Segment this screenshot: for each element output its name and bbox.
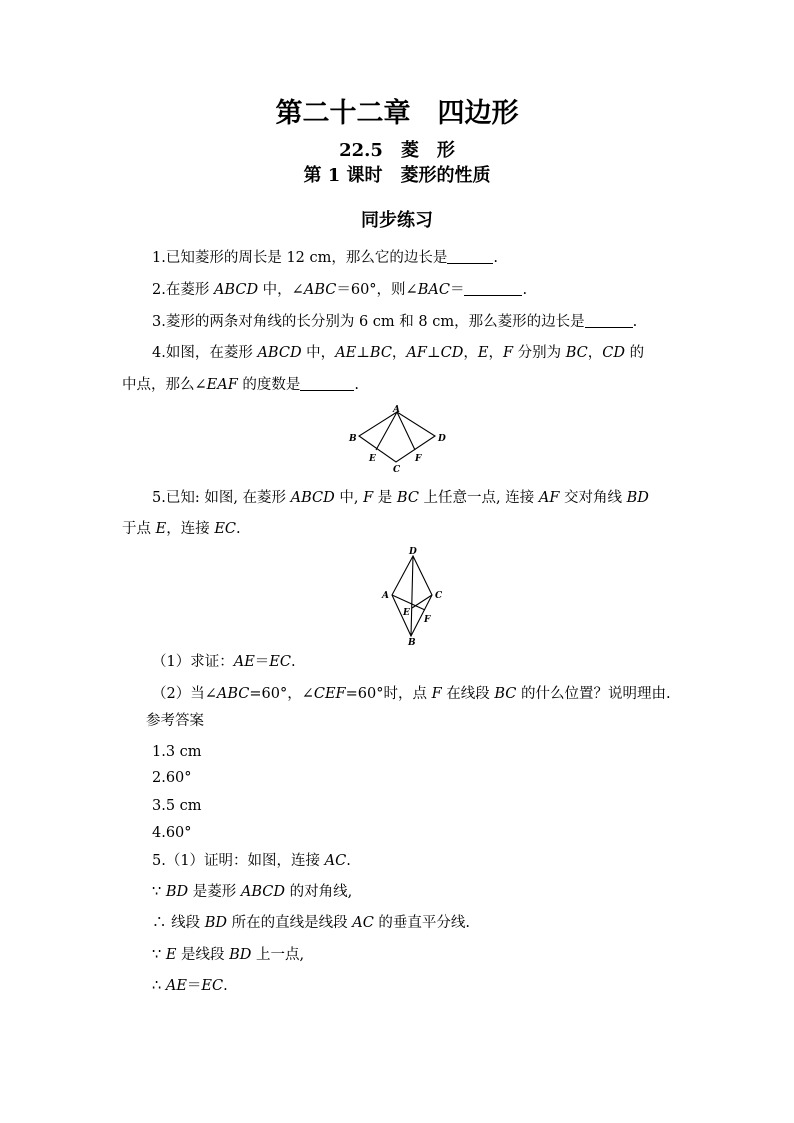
fig2-label-A: A xyxy=(382,591,389,601)
answer-2: 2.60° xyxy=(152,770,192,786)
question-4-line-1: 4.如图，在菱形 ABCD 中，AE⊥BC，AF⊥CD，E，F 分别为 BC，CD 的 xyxy=(152,345,645,361)
answers-title: 参考答案 xyxy=(146,713,204,729)
fig2-label-F: F xyxy=(424,615,431,625)
answer-3: 3.5 cm xyxy=(152,798,202,814)
fig1-label-A: A xyxy=(393,405,400,415)
fig2-label-C: C xyxy=(435,591,443,601)
question-2: 2.在菱形 ABCD 中，∠ABC＝60°，则∠BAC＝ . xyxy=(152,282,528,298)
answer-5-intro: 5.（1）证明：如图，连接 AC. xyxy=(152,853,351,869)
fig1-label-D: D xyxy=(438,434,446,444)
answer-4: 4.60° xyxy=(152,825,192,841)
rhombus-figure-1 xyxy=(340,400,450,475)
fig1-label-E: E xyxy=(369,454,376,464)
proof-step-3: ∵ E 是线段 BD 上一点, xyxy=(152,947,305,963)
fig2-label-B: B xyxy=(408,638,416,648)
proof-step-1: ∵ BD 是菱形 ABCD 的对角线, xyxy=(152,884,353,900)
question-1: 1.已知菱形的周长是 12 cm，那么它的边长是 . xyxy=(152,250,498,266)
question-5-part-1: （1）求证：AE＝EC. xyxy=(152,654,296,670)
question-5-line-1: 5.已知: 如图, 在菱形 ABCD 中, F 是 BC 上任意一点, 连接 AF 交对角线 BD xyxy=(152,490,649,506)
question-3: 3.菱形的两条对角线的长分别为 6 cm 和 8 cm，那么菱形的边长是 . xyxy=(152,314,638,330)
chapter-title: 第二十二章 四边形 xyxy=(275,98,519,129)
answer-1: 1.3 cm xyxy=(152,744,202,760)
question-5-line-2: 于点 E，连接 EC. xyxy=(122,521,241,537)
exercise-title: 同步练习 xyxy=(361,210,433,231)
proof-step-4: ∴ AE＝EC. xyxy=(152,978,228,994)
fig2-label-E: E xyxy=(403,608,410,618)
question-5-part-2: （2）当∠ABC=60°，∠CEF=60°时，点 F 在线段 BC 的什么位置？说明理由. xyxy=(152,686,671,702)
rhombus-figure-2 xyxy=(370,540,450,650)
proof-step-2: ∴ 线段 BD 所在的直线是线段 AC 的垂直平分线. xyxy=(152,915,471,931)
fig2-label-D: D xyxy=(409,547,417,557)
lesson-title: 第 1 课时 菱形的性质 xyxy=(303,165,491,186)
fig1-label-B: B xyxy=(349,434,357,444)
fig1-label-F: F xyxy=(415,454,422,464)
question-4-line-2: 中点，那么∠EAF 的度数是 . xyxy=(122,377,359,393)
fig1-label-C: C xyxy=(393,465,401,475)
section-title: 22.5 菱 形 xyxy=(339,140,455,161)
